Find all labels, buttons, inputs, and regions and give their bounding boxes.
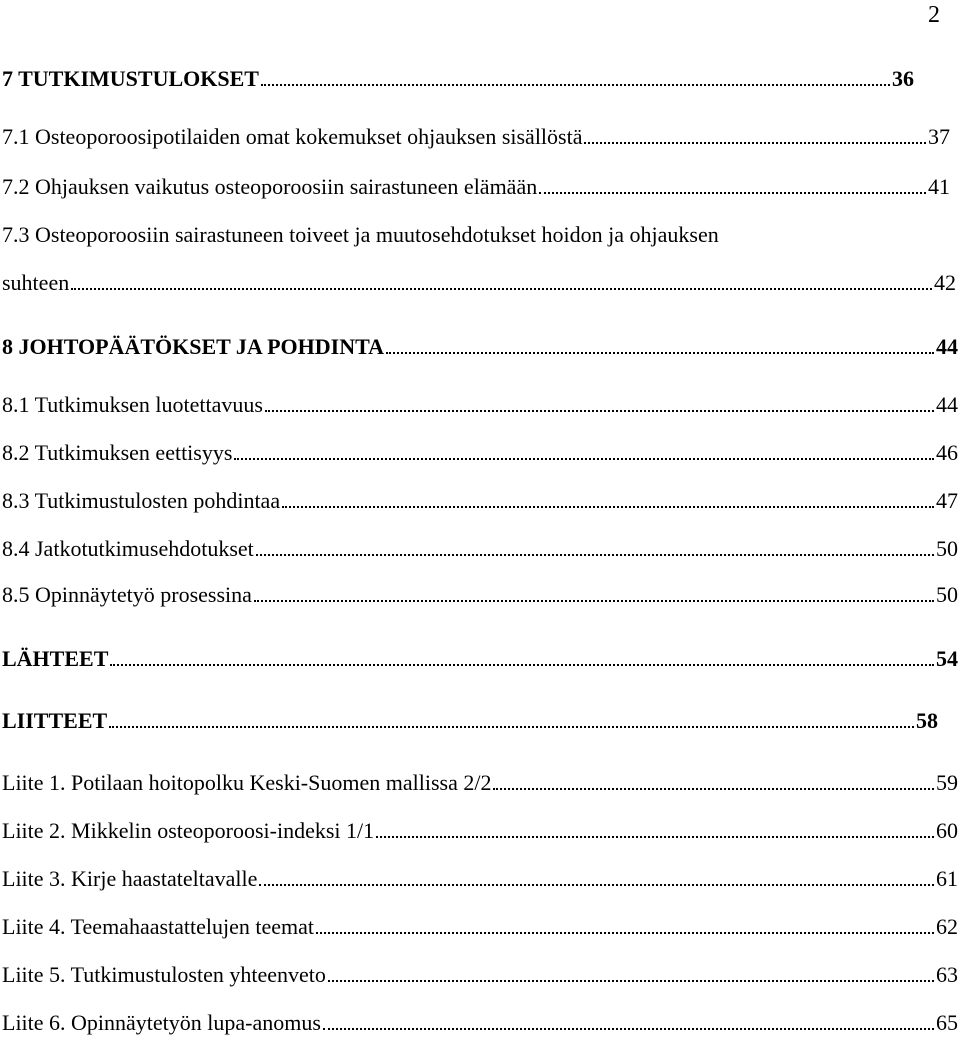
toc-entry-label: Liite 4. Teemahaastattelujen teemat	[2, 914, 315, 939]
dot-leader	[282, 506, 934, 508]
dot-leader	[323, 1028, 934, 1030]
toc-entry-page: 60	[936, 818, 958, 843]
toc-entry-page: 54	[936, 646, 958, 671]
dot-leader	[110, 664, 934, 666]
toc-entry-liite-4[interactable]	[2, 914, 958, 940]
toc-entry-page: 50	[936, 536, 958, 561]
toc-entry-page: 59	[936, 770, 958, 795]
dot-leader	[386, 352, 934, 354]
toc-entry-liite-3[interactable]	[2, 866, 958, 892]
toc-entry-lahteet[interactable]	[2, 646, 958, 672]
toc-entry-chapter-8[interactable]	[2, 334, 958, 360]
toc-entry-label: Liite 6. Opinnäytetyön lupa-anomus	[2, 1010, 321, 1035]
toc-entry-liitteet[interactable]	[2, 708, 938, 734]
toc-entry-label: 8 JOHTOPÄÄTÖKSET JA POHDINTA	[2, 334, 385, 359]
dot-leader	[261, 84, 890, 86]
toc-entry-label: 8.4 Jatkotutkimusehdotukset	[2, 536, 254, 561]
toc-entry-8-5[interactable]	[2, 582, 958, 608]
toc-entry-page: 44	[936, 334, 958, 359]
toc-entry-page: 47	[936, 488, 958, 513]
dot-leader	[109, 726, 914, 728]
toc-entry-label: LIITTEET	[2, 708, 108, 733]
page-number: 2	[928, 2, 940, 28]
toc-entry-label: 7.2 Ohjauksen vaikutus osteoporoosiin sairastuneen elämään	[2, 174, 538, 199]
dot-leader	[256, 554, 934, 556]
toc-entry-liite-6[interactable]	[2, 1010, 958, 1036]
toc-entry-label: LÄHTEET	[2, 646, 109, 671]
toc-entry-7-1[interactable]	[2, 124, 950, 150]
toc-entry-8-3[interactable]	[2, 488, 958, 514]
toc-entry-page: 41	[928, 174, 950, 199]
toc-entry-page: 58	[916, 708, 938, 733]
dot-leader	[316, 932, 934, 934]
toc-entry-page: 61	[936, 866, 958, 891]
toc-entry-page: 46	[936, 440, 958, 465]
toc-entry-page: 37	[928, 124, 950, 149]
toc-entry-label: Liite 5. Tutkimustulosten yhteenveto	[2, 962, 326, 987]
dot-leader	[234, 458, 934, 460]
toc-entry-7-3[interactable]	[2, 270, 956, 296]
toc-entry-label: 8.1 Tutkimuksen luotettavuus	[2, 392, 263, 417]
toc-entry-8-2[interactable]	[2, 440, 958, 466]
dot-leader	[328, 980, 934, 982]
toc-entry-page: 42	[934, 270, 956, 295]
toc-entry-page: 65	[936, 1010, 958, 1035]
dot-leader	[493, 788, 934, 790]
toc-entry-label: suhteen	[2, 270, 70, 295]
toc-entry-label: Liite 3. Kirje haastateltavalle	[2, 866, 258, 891]
toc-entry-label: 8.2 Tutkimuksen eettisyys	[2, 440, 233, 465]
toc-entry-liite-1[interactable]	[2, 770, 958, 796]
toc-entry-7-3-line-1[interactable]: 7.3 Osteoporoosiin sairastuneen toiveet ja muutosehdotukset hoidon ja ohjauksen	[2, 222, 719, 247]
toc-entry-label: Liite 2. Mikkelin osteoporoosi-indeksi 1/1	[2, 818, 375, 843]
toc-entry-page: 50	[936, 582, 958, 607]
toc-entry-page: 44	[936, 392, 958, 417]
toc-entry-page: 62	[936, 914, 958, 939]
toc-entry-liite-5[interactable]	[2, 962, 958, 988]
toc-entry-8-4[interactable]	[2, 536, 958, 562]
toc-entry-label: 8.3 Tutkimustulosten pohdintaa	[2, 488, 281, 513]
toc-entry-page: 36	[892, 66, 914, 91]
toc-entry-page: 63	[936, 962, 958, 987]
dot-leader	[259, 884, 934, 886]
dot-leader	[584, 142, 926, 144]
dot-leader	[254, 600, 934, 602]
toc-entry-label: 7.1 Osteoporoosipotilaiden omat kokemukset ohjauksen sisällöstä	[2, 124, 583, 149]
dot-leader	[539, 192, 926, 194]
dot-leader	[265, 410, 934, 412]
toc-entry-label: 7 TUTKIMUSTULOKSET	[2, 66, 259, 91]
toc-entry-7-2[interactable]	[2, 174, 950, 200]
toc-entry-8-1[interactable]	[2, 392, 958, 418]
dot-leader	[71, 288, 932, 290]
toc-entry-label: 8.5 Opinnäytetyö prosessina	[2, 582, 252, 607]
toc-entry-liite-2[interactable]	[2, 818, 958, 844]
toc-entry-chapter-7[interactable]	[2, 66, 914, 92]
dot-leader	[376, 836, 934, 838]
toc-entry-label: Liite 1. Potilaan hoitopolku Keski-Suomen mallissa 2/2	[2, 770, 492, 795]
